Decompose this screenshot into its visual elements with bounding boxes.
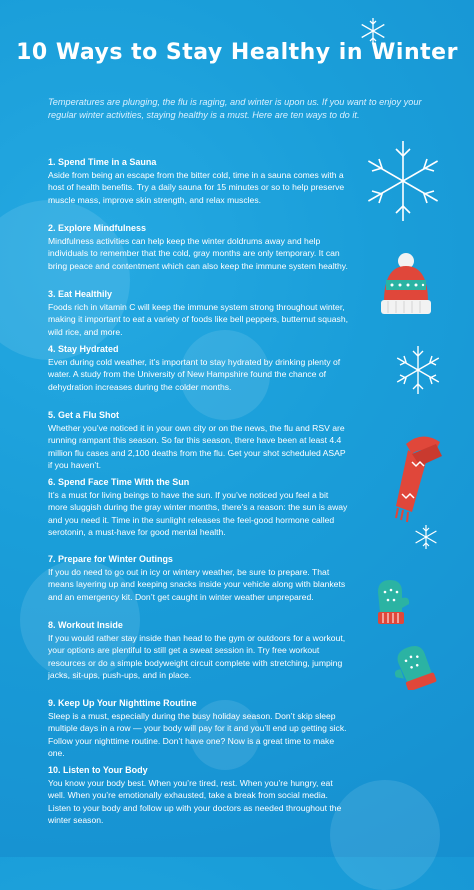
tip-item — [48, 476, 348, 538]
tip-heading: 9. Keep Up Your Nighttime Routine — [48, 698, 197, 708]
scarf-icon — [386, 432, 452, 524]
tip-heading: 4. Stay Hydrated — [48, 344, 119, 354]
tip-body: Whether you’ve noticed it in your own city or on the news, the flu and RSV are running rampant this season. So far this season, there have been at least 4.4 million flu cases and 2,100 deaths from the flu. Get your shot scheduled ASAP if you haven’t. — [48, 423, 346, 470]
tip-body: Mindfulness activities can help keep the winter doldrums away and help individuals to remember that the cold, gray months are only temporary. It can bring peace and contentment which can also keep the immune system healthy. — [48, 236, 348, 271]
tip-body: It’s a must for living beings to have the sun. If you’ve noticed you feel a bit more sluggish during the gray winter months, there’s a reason: the sun is away and you need it. Time in the sunlight releases the feel-good hormone called serotonin, a must-have for good mental health. — [48, 490, 348, 537]
tip-body: If you do need to go out in icy or wintery weather, be sure to prepare. That means layering up and keeping snacks inside your vehicle along with blankets and an emergency kit. Don’t get caught in winter weather unprepared. — [48, 567, 346, 602]
tip-body: Aside from being an escape from the bitter cold, time in a sauna comes with a host of health benefits. Try a daily sauna for 15 minutes or so to help preserve muscle mass, improve skin strength, and relax muscles. — [48, 170, 345, 205]
tip-body: If you would rather stay inside than head to the gym or outdoors for a workout, your options are plentiful to still get a sweat session in. Try free workout resources or do a simple bodyweight circuit complete with stretching, jumping jacks, sit-ups, push-ups, and in place. — [48, 633, 346, 680]
tip-heading: 5. Get a Flu Shot — [48, 410, 120, 420]
intro-text: Temperatures are plunging, the flu is raging, and winter is upon us. If you want to enjoy your regular winter activities, staying healthy is a must. Here are ten ways to do it. — [48, 97, 422, 120]
snowflake-icon — [390, 342, 446, 398]
tip-item — [48, 764, 348, 826]
tip-item — [48, 288, 348, 338]
snowflake-icon — [358, 16, 388, 46]
mitten-icon — [372, 576, 412, 628]
tip-item — [48, 409, 348, 471]
tip-item — [48, 222, 348, 272]
tip-item — [48, 697, 348, 759]
tip-heading: 3. Eat Healthily — [48, 289, 113, 299]
page-title: 10 Ways to Stay Healthy in Winter — [16, 40, 458, 65]
mitten-icon — [388, 640, 442, 690]
tip-heading: 10. Listen to Your Body — [48, 765, 148, 775]
tip-heading: 8. Workout Inside — [48, 620, 123, 630]
tip-body: You know your body best. When you’re tired, rest. When you’re hungry, eat well. When you’re emotionally exhausted, take a break from social media. Listen to your body and follow up with your doctors as needed throughout the winter season. — [48, 778, 342, 825]
tip-body: Foods rich in vitamin C will keep the immune system strong throughout winter, making it important to eat a variety of foods like bell peppers, butternut squash, wild rice, and more. — [48, 302, 348, 337]
tip-heading: 1. Spend Time in a Sauna — [48, 157, 157, 167]
tip-item — [48, 619, 348, 681]
winter-hat-icon — [378, 252, 434, 320]
snowflake-icon — [358, 136, 448, 226]
tip-body: Even during cold weather, it’s important to stay hydrated by drinking plenty of water. A study from the University of New Hampshire found the chance of dehydration increases during the colder months. — [48, 357, 341, 392]
tip-body: Sleep is a must, especially during the busy holiday season. Don’t skip sleep multiple days in a row — your body will pay for it and you’ll end up getting sick. Follow your nighttime routine. Don’t have one? Now is a great time to make one. — [48, 711, 347, 758]
snowflake-icon — [412, 523, 440, 551]
tip-item — [48, 343, 348, 393]
tip-item — [48, 553, 348, 603]
tip-item — [48, 156, 348, 206]
tip-heading: 2. Explore Mindfulness — [48, 223, 147, 233]
tip-heading: 7. Prepare for Winter Outings — [48, 554, 173, 564]
tip-heading: 6. Spend Face Time With the Sun — [48, 477, 190, 487]
